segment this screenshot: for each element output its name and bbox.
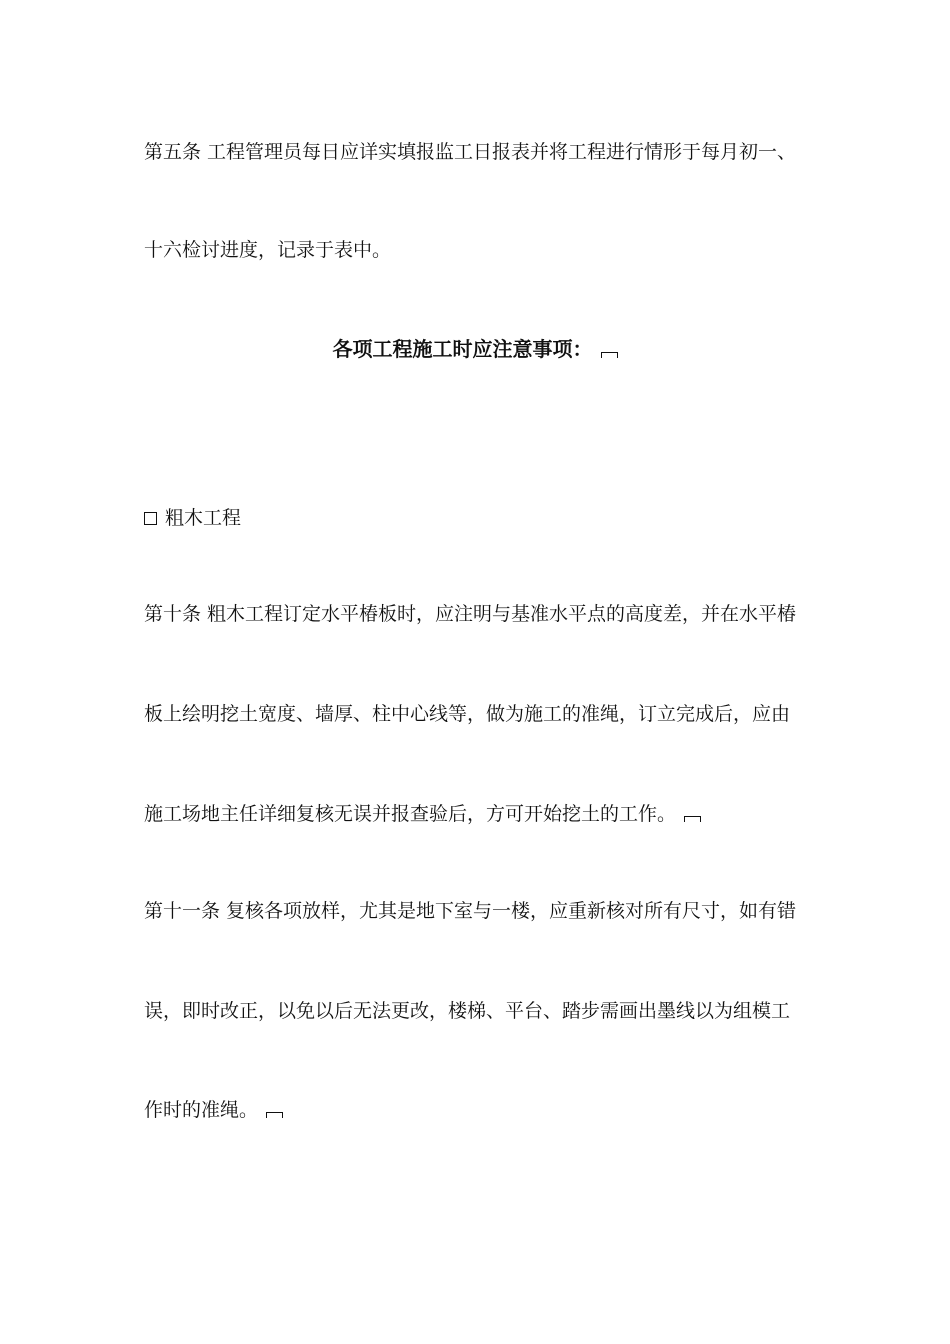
paragraph-5-line-1: 第五条 工程管理员每日应详实填报监工日报表并将工程进行情形于每月初一、 [144, 141, 797, 163]
paragraph-mark-icon [684, 816, 701, 822]
section-heading-text: 各项工程施工时应注意事项： [332, 337, 593, 361]
paragraph-11-line-3 [144, 1098, 283, 1122]
paragraph-mark-icon [601, 352, 618, 358]
paragraph-mark-icon [266, 1112, 283, 1118]
subsection-title [144, 506, 241, 530]
section-heading [0, 336, 950, 362]
paragraph-10-line-3 [144, 802, 701, 826]
checkbox-icon [144, 512, 157, 525]
subsection-label: 粗木工程 [165, 507, 242, 529]
paragraph-5-line-2: 十六检讨进度，记录于表中。 [144, 239, 392, 261]
paragraph-11-line-2: 误，即时改正，以免以后无法更改，楼梯、平台、踏步需画出墨线以为组模工 [144, 1000, 791, 1022]
paragraph-10-line-1: 第十条 粗木工程订定水平椿板时，应注明与基准水平点的高度差，并在水平椿 [144, 603, 797, 625]
paragraph-11-line-3-text: 作时的准绳。 [144, 1099, 259, 1121]
paragraph-10-line-2: 板上绘明挖土宽度、墙厚、柱中心线等，做为施工的准绳，订立完成后，应由 [144, 703, 791, 725]
paragraph-10-line-3-text: 施工场地主任详细复核无误并报查验后，方可开始挖土的工作。 [144, 803, 677, 825]
paragraph-11-line-1: 第十一条 复核各项放样，尤其是地下室与一楼，应重新核对所有尺寸，如有错 [144, 900, 797, 922]
